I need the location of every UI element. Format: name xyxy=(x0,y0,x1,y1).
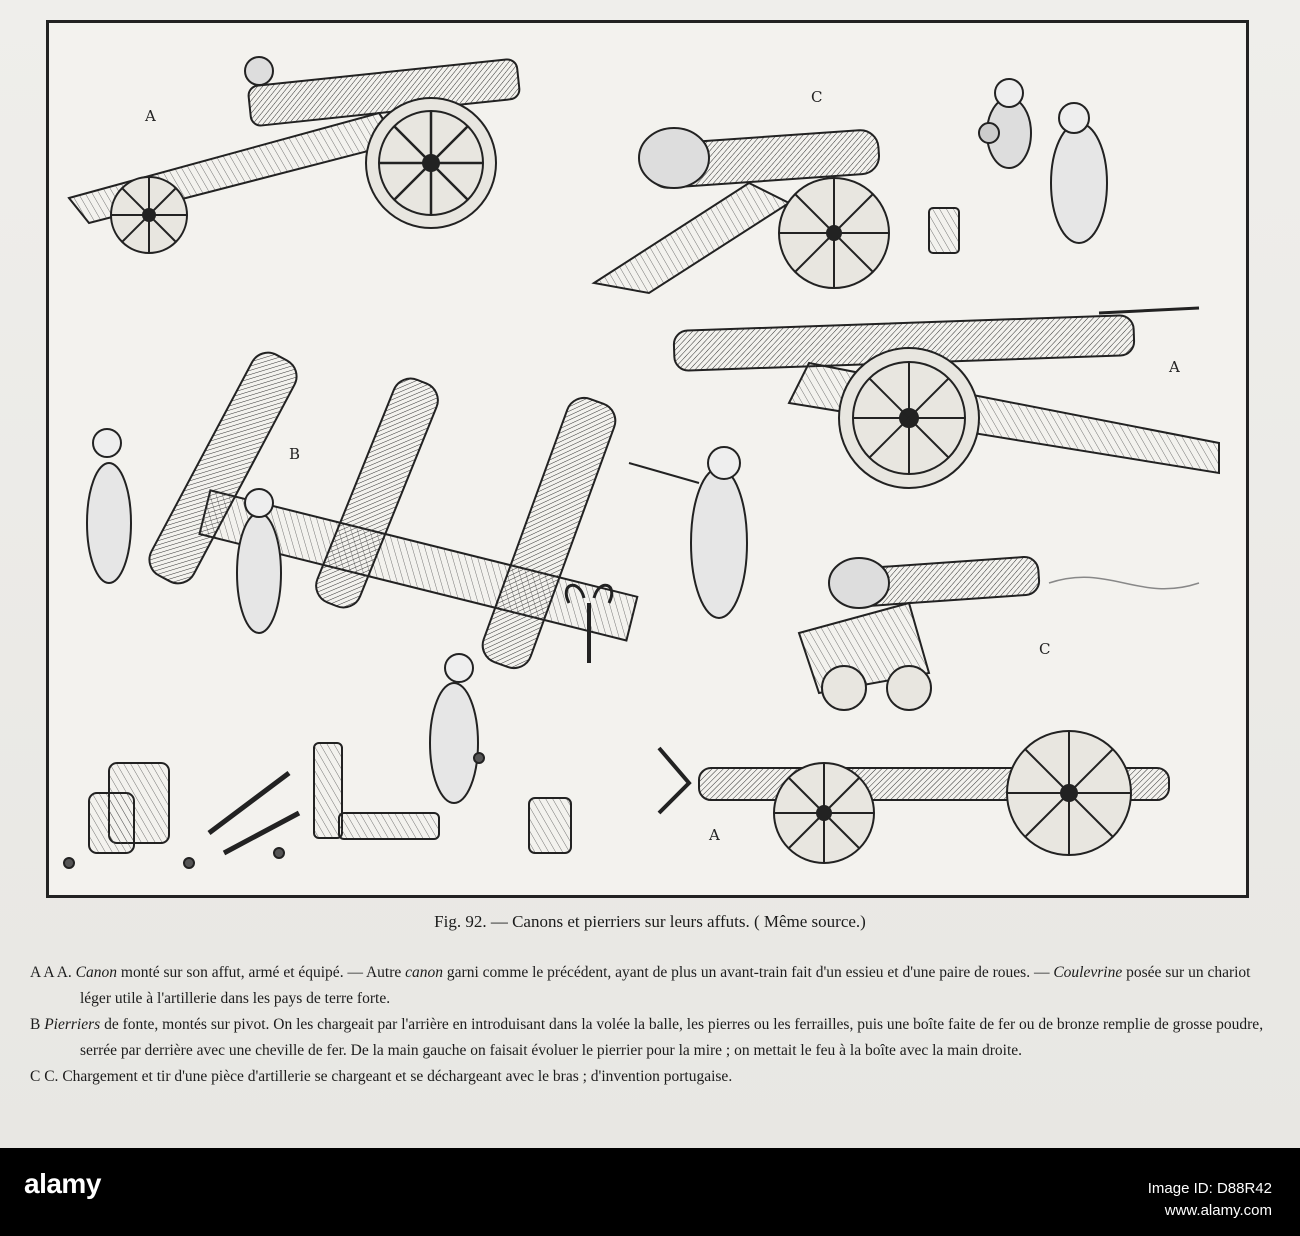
figure-caption: Fig. 92. — Canons et pierriers sur leurs affuts. ( Même source.) xyxy=(434,912,866,931)
label-a-top-left: A xyxy=(145,107,156,125)
cannon-c-top xyxy=(594,79,1107,293)
legend-key: B xyxy=(30,1016,41,1033)
legend-key: A A A. xyxy=(30,964,72,981)
watermark-info xyxy=(1148,1178,1272,1222)
legend-item-a xyxy=(22,960,1278,1012)
alamy-logo xyxy=(24,1168,101,1200)
label-c-right: C xyxy=(1039,640,1051,658)
site-url: www.alamy.com xyxy=(1164,1202,1272,1219)
figure-legend xyxy=(22,960,1278,1090)
label-b: B xyxy=(289,445,301,463)
legend-text-part: posée sur un chariot léger utile à l'artillerie dans les pays de terre forte. xyxy=(80,964,1251,1007)
cannon-a-top-left xyxy=(69,57,520,253)
legend-text xyxy=(44,1016,1263,1059)
legend-term: Pierriers xyxy=(44,1016,101,1033)
legend-text xyxy=(76,964,1251,1007)
engraving-figure xyxy=(46,20,1249,898)
legend-term: canon xyxy=(405,964,444,981)
coulevrine-a-bottom xyxy=(659,731,1169,863)
legend-text-part: garni comme le précédent, ayant de plus un avant-train fait d'un essieu et d'une paire de roues. — xyxy=(443,964,1054,981)
legend-key: C C. xyxy=(30,1068,59,1085)
alamy-wordmark: alamy xyxy=(24,1168,101,1199)
legend-item-c xyxy=(22,1064,1278,1090)
label-c-top: C xyxy=(811,88,823,106)
pierriers-b xyxy=(87,346,637,803)
legend-term: Coulevrine xyxy=(1053,964,1123,981)
label-a-bottom: A xyxy=(709,826,720,844)
barrels-debris xyxy=(64,743,571,868)
watermark-bar xyxy=(0,1148,1300,1236)
label-a-mid-right: A xyxy=(1169,358,1180,376)
cannon-a-mid-right xyxy=(673,308,1219,488)
legend-text-part: monté sur son affut, armé et équipé. — Autre xyxy=(117,964,406,981)
legend-item-b xyxy=(22,1012,1278,1064)
image-id: Image ID: D88R42 xyxy=(1147,1180,1272,1197)
legend-text: Chargement et tir d'une pièce d'artillerie se chargeant et se déchargeant avec le bras ; d'invention portugaise. xyxy=(62,1068,733,1085)
cannon-engraving xyxy=(49,23,1246,895)
legend-term: Canon xyxy=(75,964,118,981)
legend-text-part: de fonte, montés sur pivot. On les chargeait par l'arrière en introduisant dans la volée la balle, les pierres ou les ferrailles, puis une boîte faite de fer ou de bronze remplie de grosse poudre, serrée par derrière avec une cheville de fer. De la main gauche on faisait évoluer le pierrier pour la mire ; on mettait le feu à la boîte avec la main droite. xyxy=(80,1016,1264,1059)
